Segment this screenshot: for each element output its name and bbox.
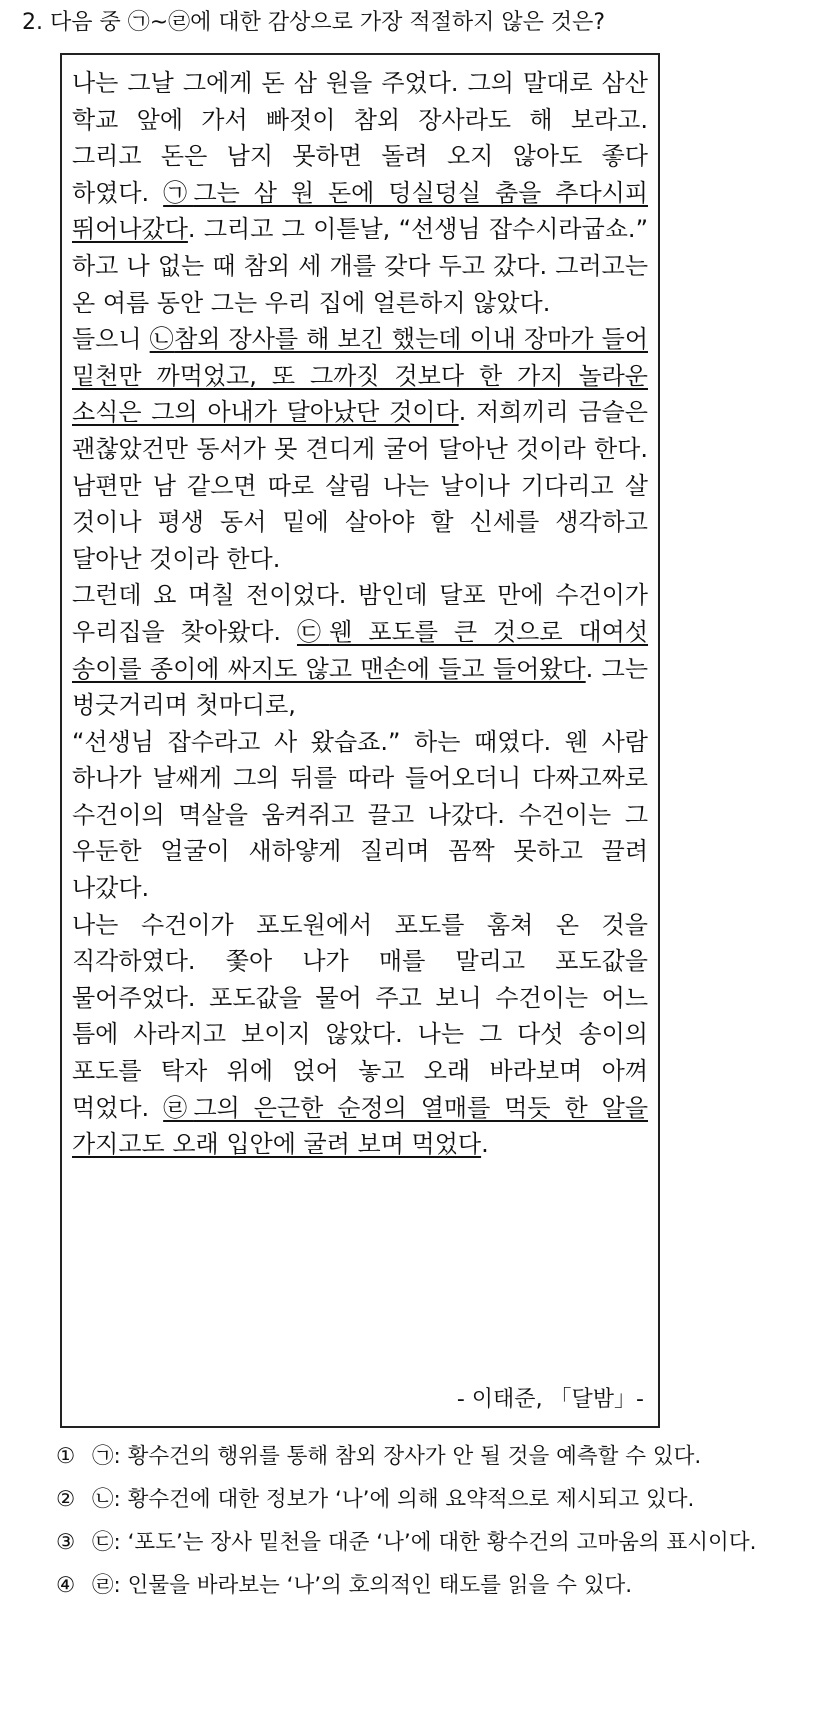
- passage-box: [60, 53, 660, 1428]
- paragraph-3-text: 그런데 요 며칠 전이었다. 밤인데 달포 만에 수건이가 우리집을 찾아왔다.: [72, 581, 648, 646]
- choice-2-text: ㉡: 황수건에 대한 정보가 ‘나’에 의해 요약적으로 제시되고 있다.: [92, 1487, 695, 1512]
- underline-d-text: 그의 은근한 순정의 열매를 먹듯 한 알을 가지고도 오래 입안에 굴려 보며 먹었다: [72, 1093, 649, 1159]
- paragraph-4: “선생님 잡수라고 사 왔습죠.” 하는 때였다. 웬 사람 하나가 날쌔게 그의 뒤를 따라 들어오더니 다짜고짜로 수건이의 멱살을 움켜쥐고 끌고 나갔다. 수건이는 그 우둔한 얼굴이 새하얗게 질리며 꼼짝 못하고 끌려 나갔다.: [72, 727, 648, 903]
- paragraph-5-rest: .: [481, 1130, 489, 1159]
- paragraph-2-rest: . 저희끼리 금슬은 괜찮았건만 동서가 못 견디게 굴어 달아난 것이라 한다. 남편만 남 같으면 따로 살림 나는 날이나 기다리고 살 것이나 평생 동서 밑에 살아야 할 신세를 생각하고 달아난 것이라 한다.: [72, 398, 648, 573]
- paragraph-1-rest: . 그리고 그 이튿날, “선생님 잡수시라굽쇼.” 하고 나 없는 때 참외 세 개를 갖다 두고 갔다. 그러고는 온 여름 동안 그는 우리 집에 얼른하지 않았다.: [72, 215, 648, 317]
- paragraph-3: [72, 577, 648, 723]
- choice-4-text: ㉣: 인물을 바라보는 ‘나’의 호의적인 태도를 읽을 수 있다.: [92, 1573, 633, 1598]
- choice-3-text: ㉢: ‘포도’는 장사 밑천을 대준 ‘나’에 대한 황수건의 고마움의 표시이다.: [92, 1530, 757, 1555]
- mark-d: ㉣: [163, 1093, 194, 1122]
- paragraph-1-text: 나는 그날 그에게 돈 삼 원을 주었다. 그의 말대로 삼산 학교 앞에 가서 빠젓이 참외 장사라도 해 보라고. 그리고 돈은 남지 못하면 돌려 오지 않아도 좋다 하였다.: [72, 69, 648, 207]
- underline-b-text: 참외 장사를 해 보긴 했는데 이내 장마가 들어 밑천만 까먹었고, 또 그까짓 것보다 한 가지 놀라운 소식은 그의 아내가 달아났단 것이다: [72, 325, 649, 427]
- choice-1-text: ㉠: 황수건의 행위를 통해 참외 장사가 안 될 것을 예측할 수 있다.: [92, 1444, 702, 1469]
- paragraph-2: [72, 321, 648, 577]
- underline-c-text: 웬 포도를 큰 것으로 대여섯 송이를 종이에 싸지도 않고 맨손에 들고 들어왔다: [72, 617, 649, 683]
- paragraph-5: [72, 907, 648, 1163]
- choice-2-number: ②: [56, 1487, 76, 1512]
- paragraph-1: [72, 65, 648, 321]
- choice-4-number: ④: [56, 1573, 76, 1598]
- passage-text: [72, 65, 648, 1163]
- underline-a-text: 그는 삼 원 돈에 덩실덩실 춤을 추다시피 뛰어나갔다: [72, 178, 649, 244]
- mark-a: ㉠: [163, 178, 194, 207]
- paragraph-5-text: 나는 수건이가 포도원에서 포도를 훔쳐 온 것을 직각하였다. 쫓아 나가 매를 말리고 포도값을 물어주었다. 포도값을 물어 주고 보니 수건이는 어느 틈에 사라지고 보이지 않았다. 나는 그 다섯 송이의 포도를 탁자 위에 얹어 놓고 오래 바라보며 아껴 먹었다.: [72, 910, 648, 1122]
- choice-2[interactable]: [56, 1485, 762, 1515]
- mark-b: ㉡: [149, 325, 175, 354]
- paragraph-3-rest: . 그는 벙긋거리며 첫마디로,: [72, 654, 648, 720]
- mark-c: ㉢: [296, 617, 330, 646]
- paragraph-2-lead: 들으니: [72, 325, 150, 354]
- question-line: [22, 8, 812, 38]
- choice-1[interactable]: [56, 1442, 762, 1472]
- question-text: 다음 중 ㉠~㉣에 대한 감상으로 가장 적절하지 않은 것은?: [50, 10, 606, 35]
- choice-3[interactable]: [56, 1528, 762, 1558]
- answer-choices: [56, 1442, 762, 1614]
- source-citation: - 이태준, 「달밤」-: [456, 1387, 644, 1412]
- choice-1-number: ①: [56, 1444, 76, 1469]
- choice-3-number: ③: [56, 1530, 76, 1555]
- choice-4[interactable]: [56, 1571, 762, 1601]
- question-number: 2.: [22, 10, 43, 35]
